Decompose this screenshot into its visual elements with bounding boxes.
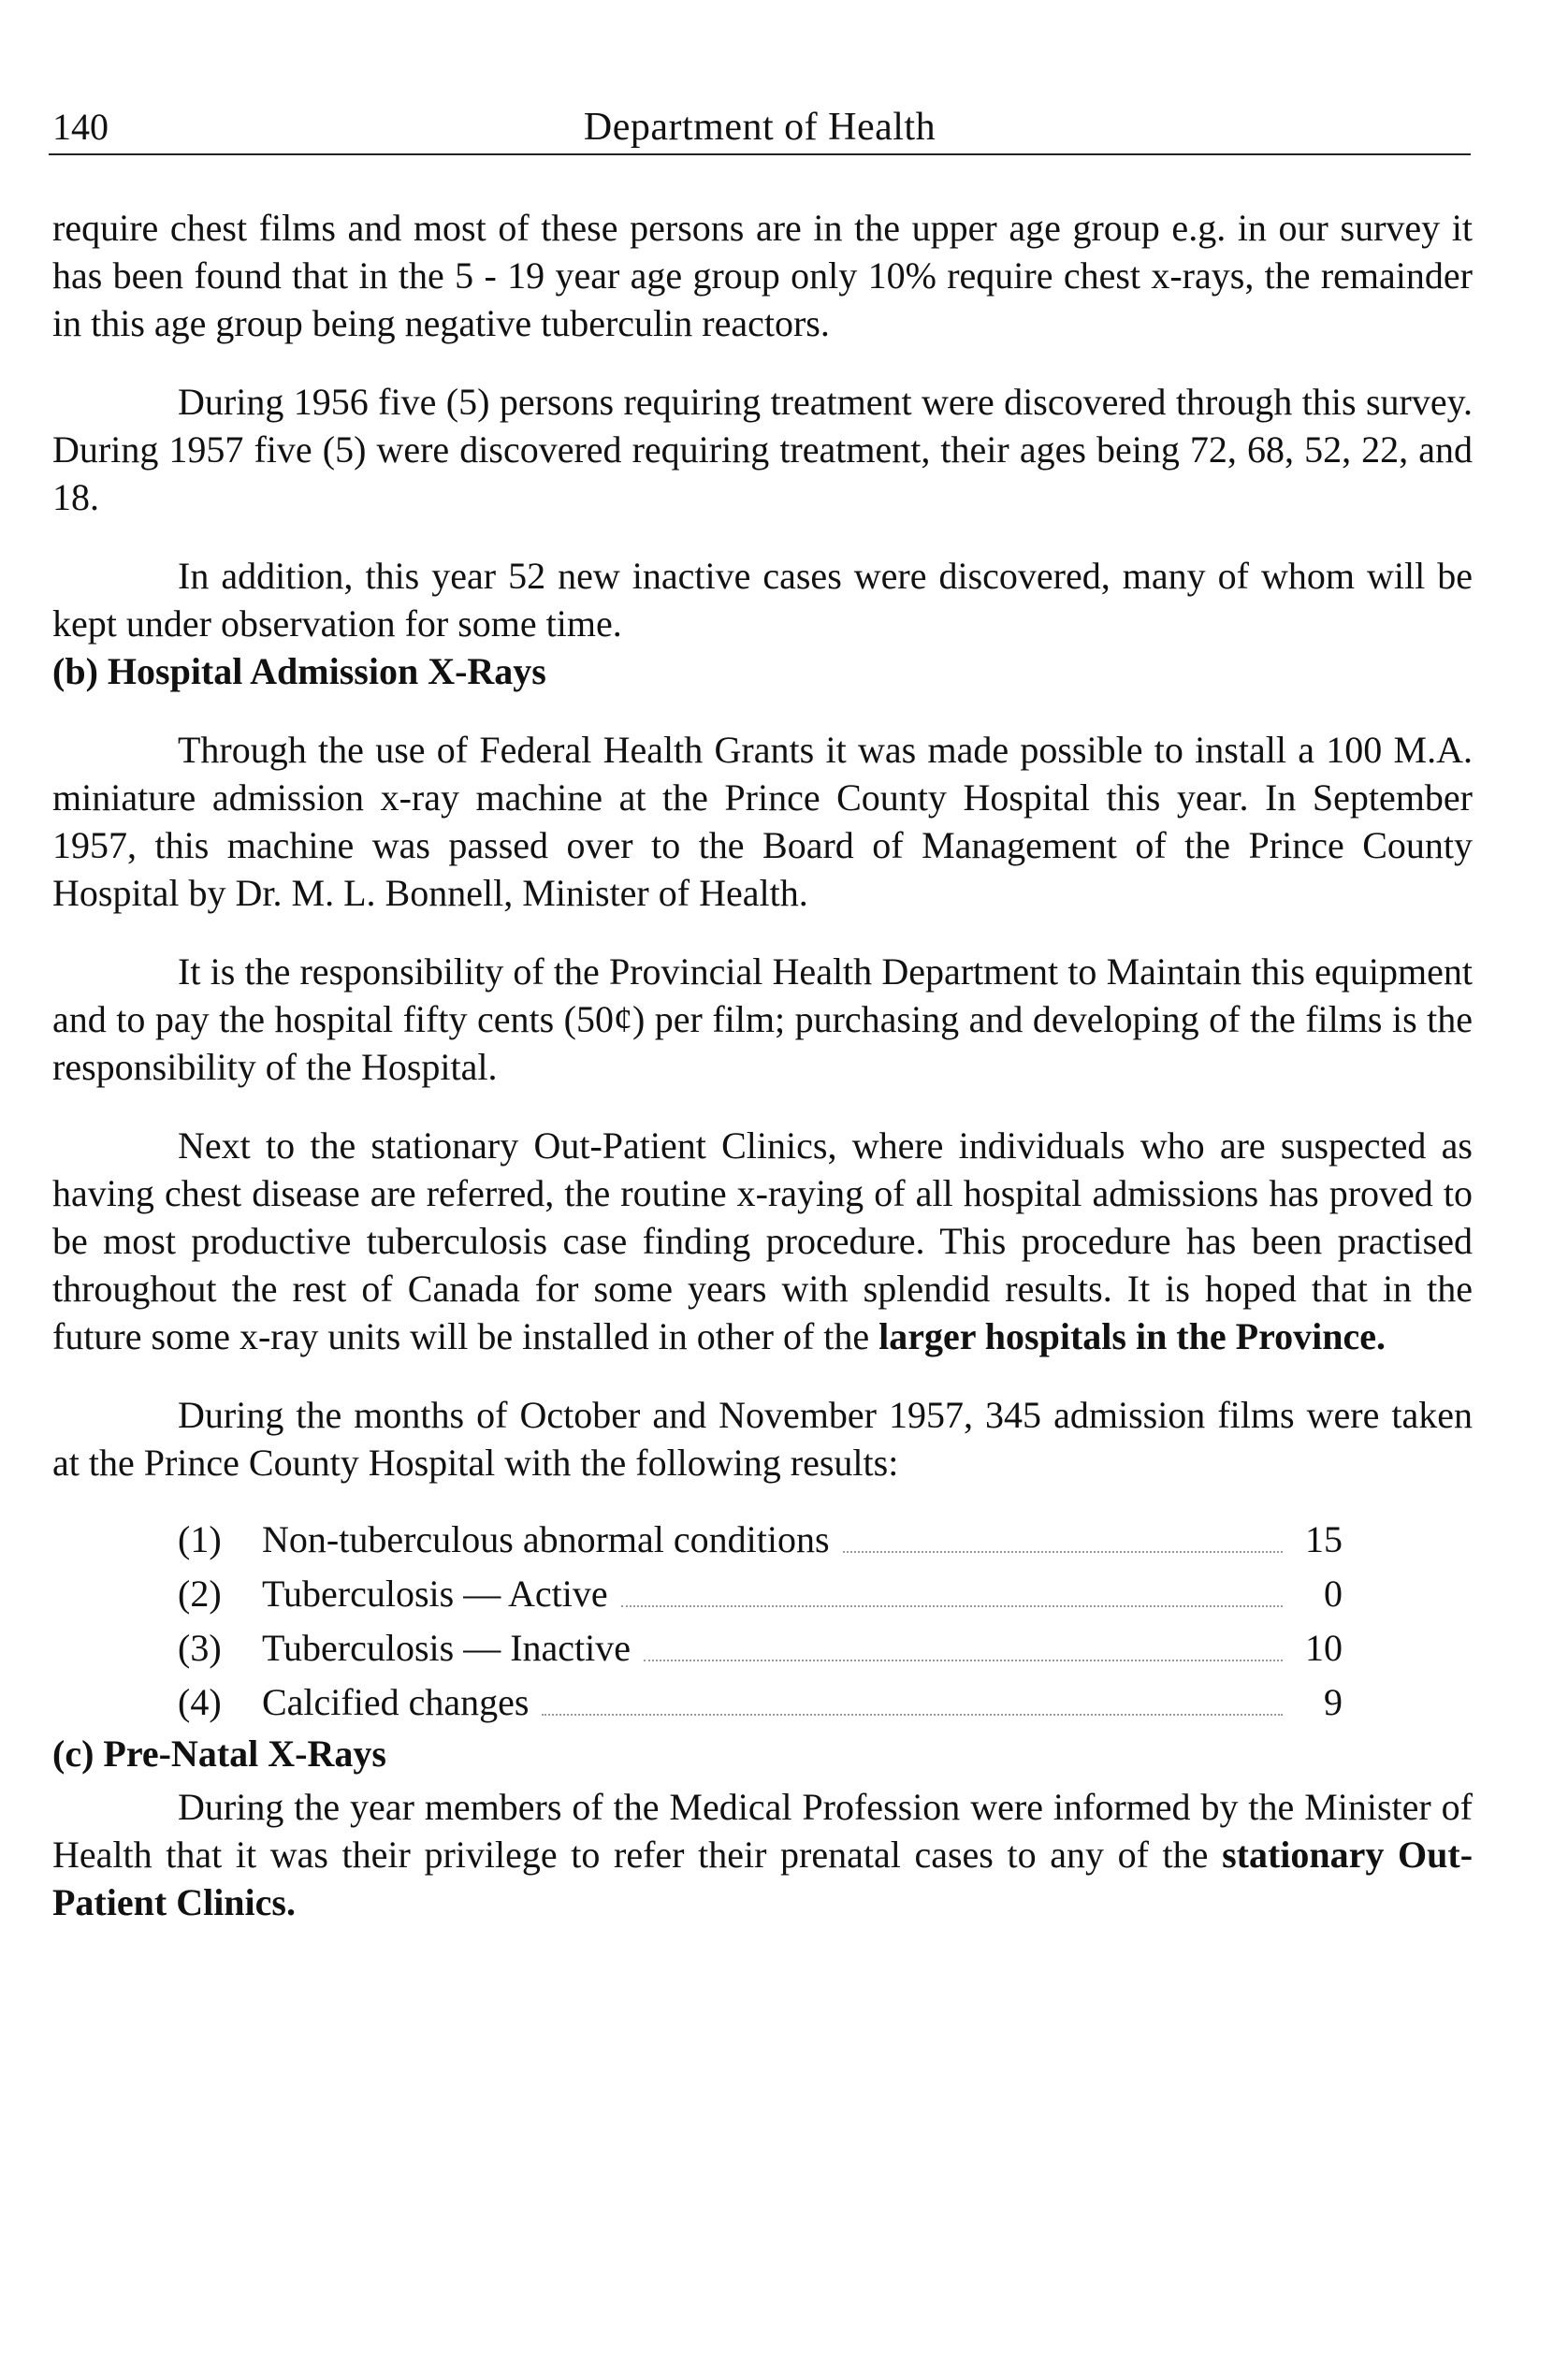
paragraph-case-finding-main: Next to the stationary Out-Patient Clinics, where individuals who are suspected as having chest disease are referred, the routine x-raying of all hospital admissions has proved to be most productive tuberculosis case finding procedure. This procedure has been practised throughout the rest of Canada for some years with splendid results. It is hoped that in the future some x-ray units will be installed in other of the [52,1124,1473,1357]
paragraph-survey-continued: require chest films and most of these persons are in the upper age group e.g. in our survey it has been found that in the 5 - 19 year age group only 10% require chest x-rays, the remainder in this age group being negative tuberculin reactors. [52,207,1473,344]
paragraph-federal-grants: Through the use of Federal Health Grants it was made possible to install a 100 M.A. miniature admission x-ray machine at the Prince County Hospital this year. In September 1957, this machine was passed over to the Board of Management of the Prince County Hospital by Dr. M. L. Bonnell, Minister of Health. [52,729,1473,914]
paragraph-responsibility: It is the responsibility of the Provincial Health Department to Maintain this equipment and to pay the hospital fifty cents (50¢) per film; purchasing and developing of the films is the responsibility of the Hospital. [52,950,1473,1088]
running-title: Department of Health [583,106,936,149]
result-value: 0 [1324,1573,1343,1615]
result-value: 9 [1324,1681,1343,1723]
body-text [52,204,1473,1926]
result-number: (3) [178,1627,222,1669]
result-label: Tuberculosis — Inactive [262,1627,632,1669]
result-number: (1) [178,1518,222,1560]
paragraph-admission-films: During the months of October and November 1957, 345 admission films were taken at the Prince County Hospital with the following results: [52,1394,1473,1484]
result-value: 10 [1305,1627,1343,1669]
dot-leader [542,1713,1283,1716]
result-number: (4) [178,1681,222,1723]
result-label: Tuberculosis — Active [262,1573,608,1615]
result-row [178,1675,1343,1730]
result-label: Non-tuberculous abnormal conditions [262,1518,830,1560]
result-value: 15 [1305,1518,1343,1560]
result-row [178,1621,1343,1675]
results-list [178,1513,1343,1730]
result-row [178,1513,1343,1567]
section-heading-hospital-admission: (b) Hospital Admission X-Rays [52,650,546,692]
dot-leader [644,1659,1283,1661]
paragraph-case-finding [52,1122,1473,1360]
page-number: 140 [52,106,109,148]
paragraph-treatment-1956-1957: During 1956 five (5) persons requiring treatment were discovered through this survey. During 1957 five (5) were discovered requiring treatment, their ages being 72, 68, 52, 22, and 18. [52,381,1473,518]
paragraph-case-finding-tail: larger hospitals in the Province. [878,1315,1386,1357]
dot-leader [843,1550,1283,1553]
result-number: (2) [178,1573,222,1615]
paragraph-prenatal-main: During the year members of the Medical Profession were informed by the Minister of Health that it was their privilege to refer their prenatal cases to any of the [52,1786,1473,1876]
paragraph-prenatal [52,1783,1473,1926]
page-header [49,101,1471,155]
paragraph-prenatal-tail: stationary Out-Patient Clinics. [52,1834,1474,1923]
result-row [178,1567,1343,1621]
dot-leader [621,1604,1283,1607]
paragraph-inactive-cases: In addition, this year 52 new inactive cases were discovered, many of whom will be kept under observation for some time. [52,555,1473,645]
section-heading-prenatal: (c) Pre-Natal X-Rays [52,1733,386,1775]
result-label: Calcified changes [262,1681,530,1723]
